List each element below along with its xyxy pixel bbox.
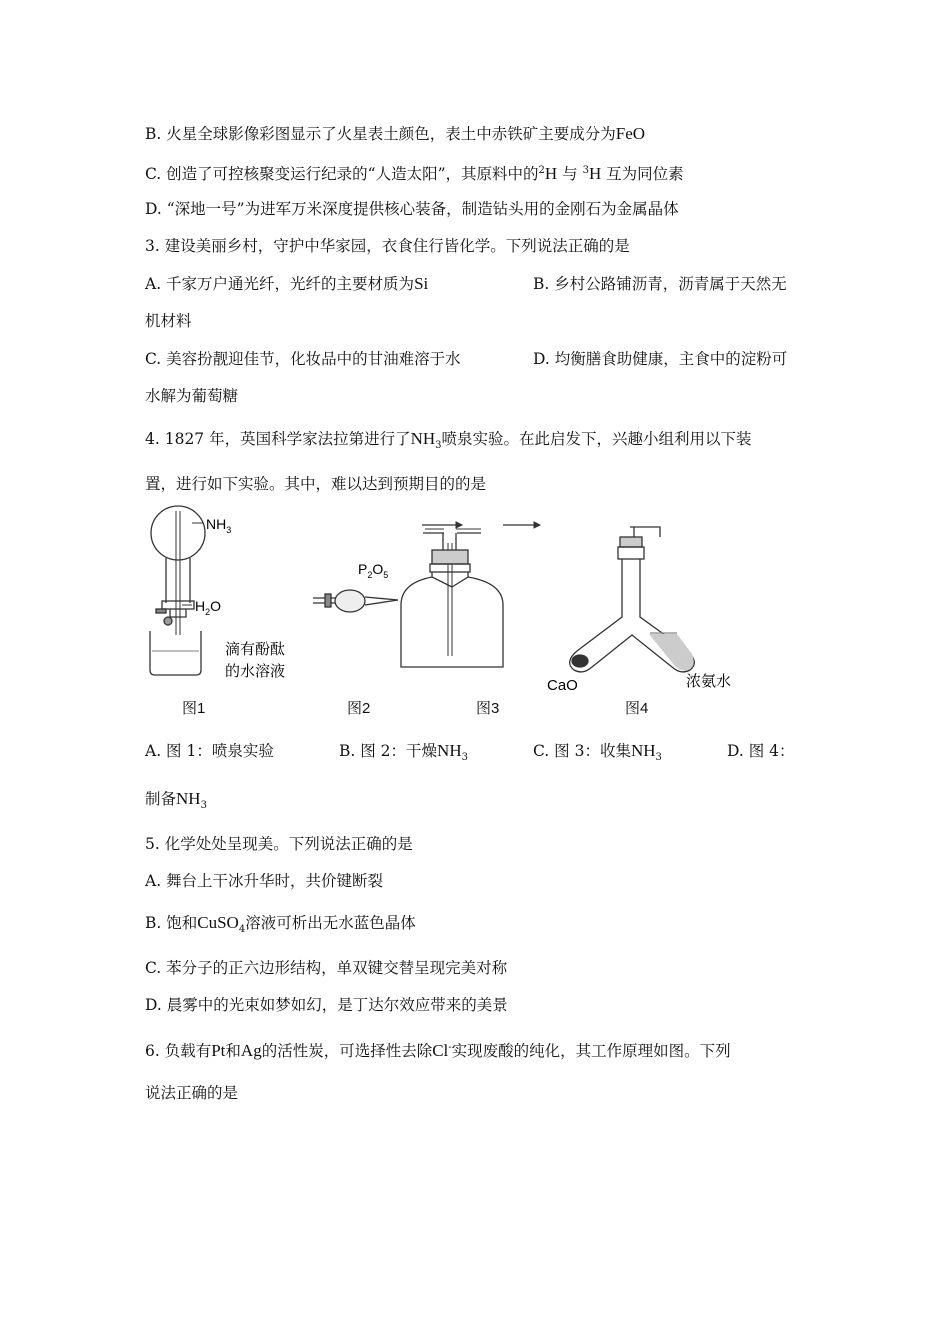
fig3-flow-arrows [422,522,540,528]
q4-figures [140,505,820,700]
fig1-beaker-label-1: 滴有酚酞 [225,641,286,658]
fig1-apparatus [150,506,205,675]
q5-option-c: C. 苯分子的正六边形结构，单双键交替呈现完美对称 [145,959,508,977]
fig4-cao-label: CaO [547,677,578,694]
q5-option-a: A. 舞台上干冰升华时，共价键断裂 [145,872,384,890]
q2-option-c: C. 创造了可控核聚变运行纪录的“人造太阳”，其原料中的$^2$H 与 $^3$H 互为同位素 [145,164,684,184]
q3-option-c: C. 美容扮靓迎佳节，化妆品中的甘油难溶于水 [145,350,461,368]
q3-option-a: A. 千家万户通光纤，光纤的主要材质为Si [145,274,429,293]
q5-option-b: B. 饱和CuSO$_4$溶液可析出无水蓝色晶体 [145,913,416,936]
q4-option-b: B. 图 2：干燥$NH_3$ [339,741,468,764]
q6-stem: 6. 负载有Pt和Ag的活性炭，可选择性去除Cl-实现废酸的纯化，其工作原理如图。下列 [145,1041,731,1061]
q4-option-a: A. 图 1：喷泉实验 [145,742,274,760]
q4-stem-cont: 置，进行如下实验。其中，难以达到预期目的的是 [145,475,487,493]
fig1-nh3-label: $NH_3$ [206,516,232,535]
fig4-caption: 图4 [625,700,649,717]
q4-option-d-cont: 制备$NH_3$ [145,789,207,812]
fig1-caption: 图1 [182,700,206,717]
q3-option-d: D. 均衡膳食助健康，主食中的淀粉可 [533,350,788,368]
fig1-h2o-label: $H_2O$ [195,598,222,617]
q4-stem: 4. 1827 年，英国科学家法拉第进行了$NH_3$喷泉实验。在此启发下，兴趣小组利用以下装 [145,429,752,452]
q3-option-b: B. 乡村公路铺沥青，沥青属于天然无 [533,275,787,293]
q6-stem-cont: 说法正确的是 [145,1084,239,1102]
q2-option-d: D. “深地一号”为进军万米深度提供核心装备，制造钻头用的金刚石为金属晶体 [145,200,679,218]
q3-stem: 3. 建设美丽乡村，守护中华家园，衣食住行皆化学。下列说法正确的是 [145,237,630,255]
fig1-beaker-label-2: 的水溶液 [225,663,286,680]
q3-option-d-cont: 水解为葡萄糖 [145,387,239,405]
fig4-ammonia-liquid [649,634,694,670]
q2-option-b: B. 火星全球影像彩图显示了火星表土颜色，表土中赤铁矿主要成分为FeO [145,124,646,143]
fig2-drying-tube [313,590,398,612]
q4-option-c: C. 图 3：收集$NH_3$ [533,741,662,764]
q4-option-d: D. 图 4： [727,742,795,760]
fig3-gas-bottle [401,529,503,667]
fig2-p2o5-label: $P_2O_5$ [358,561,389,580]
q5-option-d: D. 晨雾中的光束如梦如幻，是丁达尔效应带来的美景 [145,996,508,1014]
fig2-caption: 图2 [347,700,371,717]
fig4-ammonia-label: 浓氨水 [686,673,732,690]
fig3-caption: 图3 [476,700,500,717]
q5-stem: 5. 化学处处呈现美。下列说法正确的是 [145,835,413,853]
q3-option-b-cont: 机材料 [145,312,192,330]
